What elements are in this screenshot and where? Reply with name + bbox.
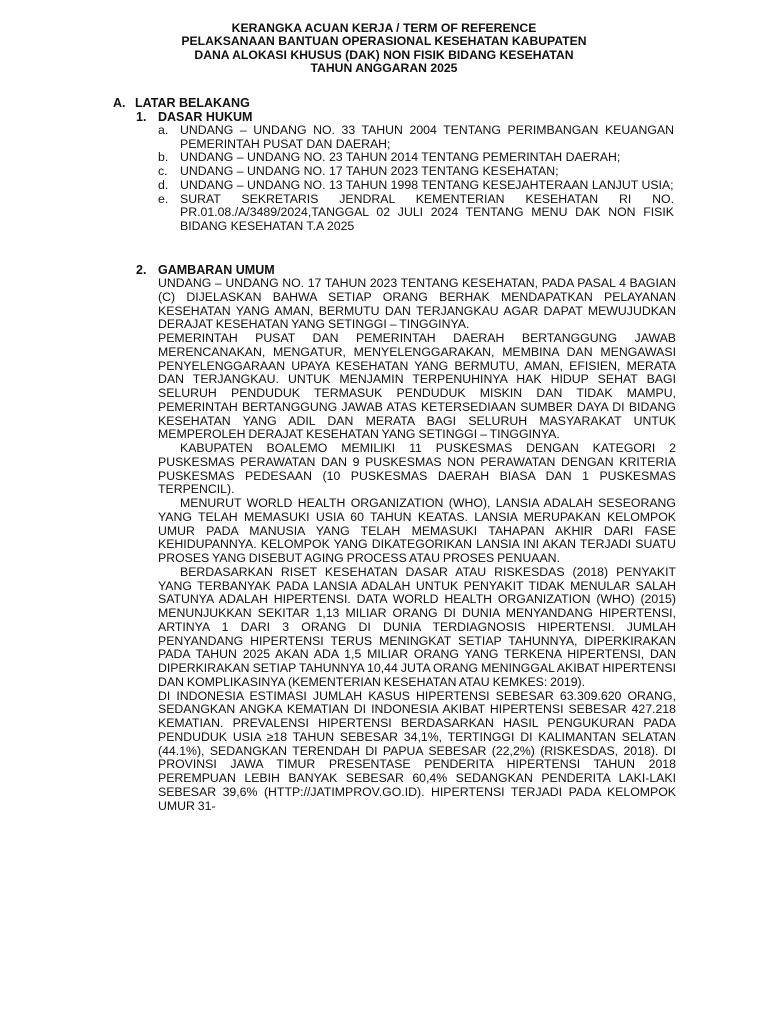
list-item [158, 179, 674, 193]
title-line-1: KERANGKA ACUAN KERJA / TERM OF REFERENCE [231, 21, 537, 35]
general-overview-body [158, 277, 676, 813]
list-item-text: UNDANG – UNDANG NO. 33 TAHUN 2004 TENTANG PERIMBANGAN KEUANGAN PEMERINTAH PUSAT DAN DAERAH; [180, 123, 674, 151]
subsection-2-marker: 2. [136, 263, 147, 277]
paragraph-6: DI INDONESIA ESTIMASI JUMLAH KASUS HIPERTENSI SEBESAR 63.309.620 ORANG, SEDANGKAN ANGKA KEMATIAN DI INDONESIA AKIBAT HIPERTENSI SEBESAR 427.218 KEMATIAN. PREVALENSI HIPERTENSI BERDASARKAN HASIL PENGUKURAN PADA PENDUDUK USIA ≥18 TAHUN SEBESAR 34,1%, TERTINGGI DI KALIMANTAN SELATAN (44.1%), SEDANGKAN TERENDAH DI PAPUA SEBESAR (22,2%) (RISKESDAS, 2018). DI PROVINSI JAWA TIMUR PRESENTASE PENDERITA HIPERTENSI TAHUN 2018 PEREMPUAN LEBIH BANYAK SEBESAR 60,4% SEDANGKAN PENDERITA LAKI-LAKI SEBESAR 39,6% (HTTP://JATIMPROV.GO.ID). HIPERTENSI TERJADI PADA KELOMPOK UMUR 31- [158, 688, 676, 813]
title-line-4: TAHUN ANGGARAN 2025 [310, 61, 458, 76]
list-item-text: UNDANG – UNDANG NO. 23 TAHUN 2014 TENTANG PEMERINTAH DAERAH; [180, 150, 621, 165]
document-title [0, 22, 768, 76]
list-item-text: UNDANG – UNDANG NO. 17 TAHUN 2023 TENTANG KESEHATAN; [180, 164, 559, 179]
list-item [158, 165, 674, 179]
paragraph-5: BERDASARKAN RISET KESEHATAN DASAR ATAU RISKESDAS (2018) PENYAKIT YANG TERBANYAK PADA LANSIA ADALAH UNTUK PENYAKIT TIDAK MENULAR SALAH SATUNYA ADALAH HIPERTENSI. DATA WORLD HEALTH ORGANIZATION (WHO) (2015) MENUNJUKKAN SEKITAR 1,13 MILIAR ORANG DI DUNIA MENYANDANG HIPERTENSI, ARTINYA 1 DARI 3 ORANG DI DUNIA TERDIAGNOSIS HIPERTENSI. JUMLAH PENYANDANG HIPERTENSI TERUS MENINGKAT SETIAP TAHUNNYA, DIPERKIRAKAN PADA TAHUN 2025 AKAN ADA 1,5 MILIAR ORANG YANG TERKENA HIPERTENSI, DAN DIPERKIRAKAN SETIAP TAHUNNYA 10,44 JUTA ORANG MENINGGAL AKIBAT HIPERTENSI DAN KOMPLIKASINYA (KEMENTERIAN KESEHATAN ATAU KEMKES: 2019). [158, 564, 676, 689]
list-item-text: UNDANG – UNDANG NO. 13 TAHUN 1998 TENTANG KESEJAHTERAAN LANJUT USIA; [180, 177, 674, 192]
section-a-heading [113, 96, 250, 110]
subsection-1-heading [136, 110, 252, 124]
section-a-marker: A. [113, 96, 126, 110]
subsection-2-heading [136, 263, 275, 277]
list-marker: d. [158, 177, 169, 192]
subsection-1-marker: 1. [136, 110, 147, 124]
list-marker: c. [158, 164, 168, 179]
title-line-3: DANA ALOKASI KHUSUS (DAK) NON FISIK BIDANG KESEHATAN [194, 47, 574, 62]
subsection-1-label: DASAR HUKUM [158, 110, 253, 124]
subsection-2-label: GAMBARAN UMUM [158, 263, 275, 277]
section-a-label: LATAR BELAKANG [135, 96, 250, 110]
list-marker: a. [158, 123, 169, 137]
legal-basis-list [158, 124, 674, 234]
list-marker: b. [158, 150, 169, 165]
paragraph-1: UNDANG – UNDANG NO. 17 TAHUN 2023 TENTANG KESEHATAN, PADA PASAL 4 BAGIAN (C) DIJELASKAN BAHWA SETIAP ORANG BERHAK MENDAPATKAN PELAYANAN KESEHATAN YANG AMAN, BERMUTU DAN TERJANGKAU AGAR DAPAT MEWUJUDKAN DERAJAT KESEHATAN YANG SETINGGI – TINGGINYA. [158, 276, 676, 332]
list-item [158, 151, 674, 165]
paragraph-2: PEMERINTAH PUSAT DAN PEMERINTAH DAERAH BERTANGGUNG JAWAB MERENCANAKAN, MENGATUR, MENYELENGGARAKAN, MEMBINA DAN MENGAWASI PENYELENGGARAAN UPAYA KESEHATAN YANG BERMUTU, AMAN, EFISIEN, MERATA DAN TERJANGKAU. UNTUK MENJAMIN TERPENUHINYA HAK HIDUP SEHAT BAGI SELURUH PENDUDUK TERMASUK PENDUDUK MISKIN DAN TIDAK MAMPU, PEMERINTAH BERTANGGUNG JAWAB ATAS KETERSEDIAAN SUMBER DAYA DI BIDANG KESEHATAN YANG ADIL DAN MERATA BAGI SELURUH MASYARAKAT UNTUK MEMPEROLEH DERAJAT KESEHATAN YANG SETINGGI – TINGGINYA. [158, 331, 676, 442]
list-item [158, 124, 674, 151]
list-marker: e. [158, 191, 169, 206]
list-item [158, 193, 674, 234]
paragraph-3: KABUPATEN BOALEMO MEMILIKI 11 PUSKESMAS DENGAN KATEGORI 2 PUSKESMAS PERAWATAN DAN 9 PUSKESMAS NON PERAWATAN DENGAN KRITERIA PUSKESMAS PEDESAAN (10 PUSKESMAS DAERAH BIASA DAN 1 PUSKESMAS TERPENCIL). [158, 441, 676, 497]
title-line-2: PELAKSANAAN BANTUAN OPERASIONAL KESEHATAN KABUPATEN [181, 34, 587, 49]
list-item-text: SURAT SEKRETARIS JENDRAL KEMENTERIAN KESEHATAN RI NO. PR.01.08./A/3489/2024,TANGGAL 02 JULI 2024 TENTANG MENU DAK NON FISIK BIDANG KESEHATAN T.A 2025 [180, 191, 674, 233]
paragraph-4: MENURUT WORLD HEALTH ORGANIZATION (WHO), LANSIA ADALAH SESEORANG YANG TELAH MEMASUKI USIA 60 TAHUN KEATAS. LANSIA MERUPAKAN KELOMPOK UMUR PADA MANUSIA YANG TELAH MEMASUKI TAHAPAN AKHIR DARI FASE KEHIDUPANNYA. KELOMPOK YANG DIKATEGORIKAN LANSIA INI AKAN TERJADI SUATU PROSES YANG DISEBUT AGING PROCESS ATAU PROSES PENUAAN. [158, 496, 676, 565]
